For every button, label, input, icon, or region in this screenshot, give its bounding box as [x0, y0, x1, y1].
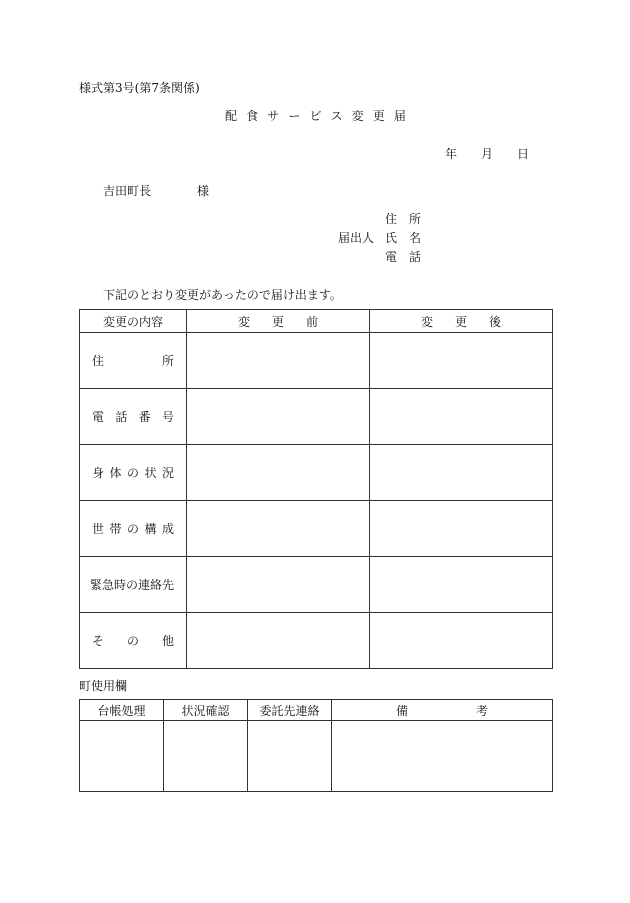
addressee-honorific: 様 [197, 184, 210, 198]
intro-text: 下記のとおり変更があったので届け出ます。 [103, 288, 342, 302]
table-row [80, 721, 553, 792]
row-label-other: そ の 他 [80, 613, 187, 669]
title-char: サ [267, 109, 280, 123]
date-year-label: 年 [445, 147, 458, 161]
title-char: 食 [246, 109, 259, 123]
row-label-emergency-contact: 緊急時の連絡先 [80, 557, 187, 613]
office-use-title: 町使用欄 [79, 679, 128, 693]
header-ledger: 台帳処理 [80, 700, 164, 721]
after-cell[interactable] [370, 557, 553, 613]
after-cell[interactable] [370, 501, 553, 557]
header-item: 変更の内容 [80, 310, 187, 333]
before-cell[interactable] [187, 333, 370, 389]
ledger-cell[interactable] [80, 721, 164, 792]
header-status-check: 状況確認 [164, 700, 248, 721]
table-row [80, 445, 553, 501]
title-char: ー [288, 109, 301, 123]
change-table [79, 309, 553, 669]
table-row [80, 333, 553, 389]
table-row [80, 613, 553, 669]
title-char: ビ [309, 109, 322, 123]
title-char: 届 [393, 109, 406, 123]
applicant-name-label: 氏 名 [385, 231, 421, 245]
row-label-address: 住 所 [80, 333, 187, 389]
before-cell[interactable] [187, 501, 370, 557]
row-label-household: 世 帯 の 構 成 [80, 501, 187, 557]
contractor-contact-cell[interactable] [248, 721, 332, 792]
form-number: 様式第3号(第7条関係) [79, 81, 200, 95]
title-char: ス [330, 109, 343, 123]
header-after: 変 更 後 [370, 310, 553, 333]
change-table-header [80, 310, 553, 333]
before-cell[interactable] [187, 389, 370, 445]
applicant-label: 届出人 [338, 231, 375, 245]
form-title [225, 109, 406, 123]
row-label-physical-condition: 身 体 の 状 況 [80, 445, 187, 501]
table-row [80, 389, 553, 445]
office-table-header [80, 700, 553, 721]
header-before: 変 更 前 [187, 310, 370, 333]
before-cell[interactable] [187, 445, 370, 501]
remarks-cell[interactable] [332, 721, 553, 792]
date-day-label: 日 [517, 147, 530, 161]
title-char: 変 [351, 109, 364, 123]
after-cell[interactable] [370, 389, 553, 445]
after-cell[interactable] [370, 333, 553, 389]
title-char: 更 [372, 109, 385, 123]
title-char: 配 [225, 109, 238, 123]
applicant-address-label: 住 所 [385, 212, 421, 226]
before-cell[interactable] [187, 613, 370, 669]
before-cell[interactable] [187, 557, 370, 613]
after-cell[interactable] [370, 613, 553, 669]
office-use-table [79, 699, 553, 792]
header-remarks: 備 考 [332, 700, 553, 721]
table-row [80, 501, 553, 557]
header-contractor-contact: 委託先連絡 [248, 700, 332, 721]
table-row [80, 557, 553, 613]
applicant-phone-label: 電 話 [385, 250, 421, 264]
date-month-label: 月 [481, 147, 494, 161]
row-label-phone: 電 話 番 号 [80, 389, 187, 445]
after-cell[interactable] [370, 445, 553, 501]
addressee-name: 吉田町長 [103, 184, 152, 198]
status-check-cell[interactable] [164, 721, 248, 792]
